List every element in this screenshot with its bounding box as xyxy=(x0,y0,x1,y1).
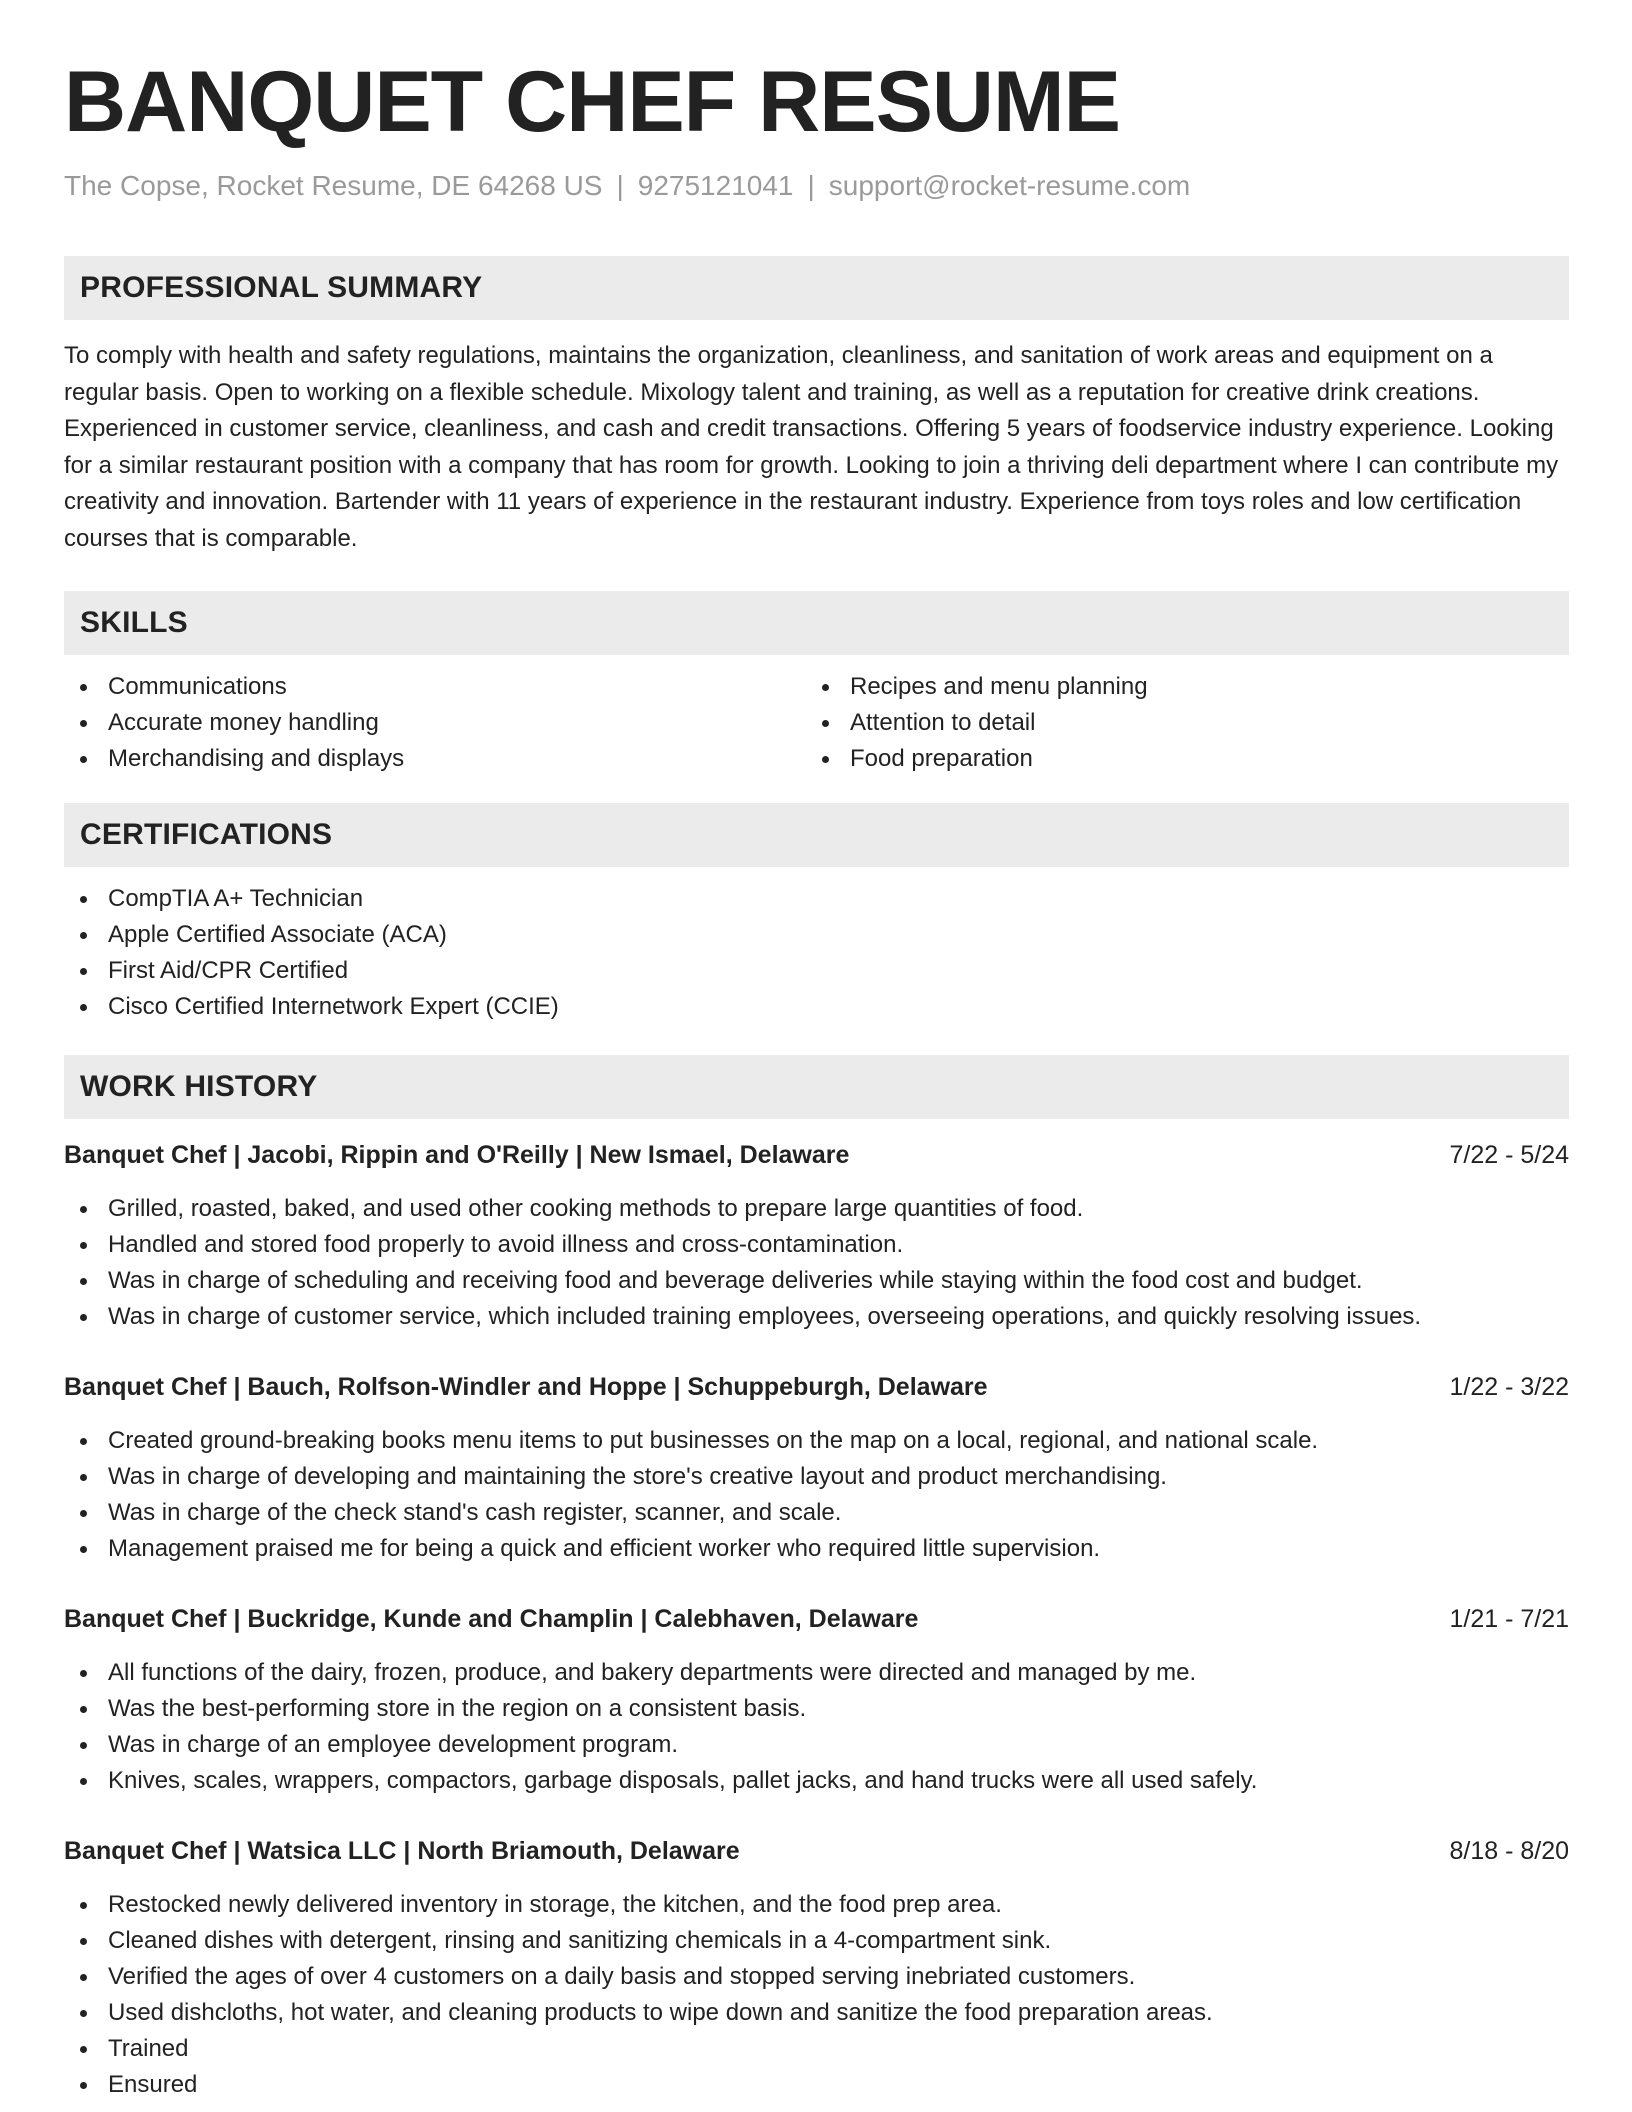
job-dates: 1/22 - 3/22 xyxy=(1449,1373,1569,1401)
job-heading xyxy=(64,1137,1569,1173)
job-bullet: Management praised me for being a quick and efficient worker who required little supervision. xyxy=(64,1531,1569,1567)
job-bullet: Handled and stored food properly to avoid illness and cross-contamination. xyxy=(64,1227,1569,1263)
job-bullet: Created ground-breaking books menu items to put businesses on the map on a local, regional, and national scale. xyxy=(64,1423,1569,1459)
job-bullet: Was the best-performing store in the region on a consistent basis. xyxy=(64,1691,1569,1727)
job-dates: 7/22 - 5/24 xyxy=(1449,1141,1569,1169)
job-bullet: Cleaned dishes with detergent, rinsing and sanitizing chemicals in a 4-compartment sink. xyxy=(64,1923,1569,1959)
certification-item: First Aid/CPR Certified xyxy=(64,953,1569,989)
contact-separator: | xyxy=(616,170,624,201)
certification-item: CompTIA A+ Technician xyxy=(64,881,1569,917)
job-entry xyxy=(64,1137,1569,1335)
job-title: Banquet Chef | Jacobi, Rippin and O'Reilly | New Ismael, Delaware xyxy=(64,1141,850,1169)
job-bullet: Was in charge of developing and maintaining the store's creative layout and product merchandising. xyxy=(64,1459,1569,1495)
certifications-list xyxy=(64,881,1569,1025)
job-dates: 8/18 - 8/20 xyxy=(1449,1837,1569,1865)
contact-line xyxy=(64,168,1569,204)
job-dates: 1/21 - 7/21 xyxy=(1449,1605,1569,1633)
job-bullet: Restocked newly delivered inventory in storage, the kitchen, and the food prep area. xyxy=(64,1887,1569,1923)
skills-grid xyxy=(64,669,1569,777)
job-entry xyxy=(64,1369,1569,1567)
job-title: Banquet Chef | Buckridge, Kunde and Champlin | Calebhaven, Delaware xyxy=(64,1605,919,1633)
job-bullet: Used dishcloths, hot water, and cleaning products to wipe down and sanitize the food preparation areas. xyxy=(64,1995,1569,2031)
skills-column-right xyxy=(806,669,1548,777)
job-bullet: Ensured xyxy=(64,2067,1569,2103)
job-bullets xyxy=(64,1423,1569,1567)
job-bullet: Was in charge of the check stand's cash register, scanner, and scale. xyxy=(64,1495,1569,1531)
contact-address: The Copse, Rocket Resume, DE 64268 US xyxy=(64,170,603,201)
contact-email: support@rocket-resume.com xyxy=(828,170,1191,201)
skill-item: Recipes and menu planning xyxy=(806,669,1548,705)
skills-section-header: SKILLS xyxy=(64,591,1569,655)
job-bullet: Knives, scales, wrappers, compactors, garbage disposals, pallet jacks, and hand trucks were all used safely. xyxy=(64,1763,1569,1799)
skill-item: Attention to detail xyxy=(806,705,1548,741)
skill-item: Communications xyxy=(64,669,806,705)
certification-item: Apple Certified Associate (ACA) xyxy=(64,917,1569,953)
job-bullet: Verified the ages of over 4 customers on a daily basis and stopped serving inebriated customers. xyxy=(64,1959,1569,1995)
job-bullet: All functions of the dairy, frozen, produce, and bakery departments were directed and managed by me. xyxy=(64,1655,1569,1691)
job-bullets xyxy=(64,1191,1569,1335)
job-bullet: Was in charge of customer service, which included training employees, overseeing operations, and quickly resolving issues. xyxy=(64,1299,1569,1335)
job-bullets xyxy=(64,1655,1569,1799)
job-heading xyxy=(64,1601,1569,1637)
job-title: Banquet Chef | Bauch, Rolfson-Windler and Hoppe | Schuppeburgh, Delaware xyxy=(64,1373,988,1401)
job-bullet: Was in charge of scheduling and receiving food and beverage deliveries while staying within the food cost and budget. xyxy=(64,1263,1569,1299)
work-history-section-header: WORK HISTORY xyxy=(64,1055,1569,1119)
job-bullet: Trained xyxy=(64,2031,1569,2067)
resume-title: BANQUET CHEF RESUME xyxy=(64,54,1121,150)
summary-section-header: PROFESSIONAL SUMMARY xyxy=(64,256,1569,320)
certifications-section-header: CERTIFICATIONS xyxy=(64,803,1569,867)
skill-item: Merchandising and displays xyxy=(64,741,806,777)
contact-separator: | xyxy=(807,170,815,201)
contact-phone: 9275121041 xyxy=(637,170,794,201)
job-heading xyxy=(64,1369,1569,1405)
job-heading xyxy=(64,1833,1569,1869)
job-bullet: Was in charge of an employee development program. xyxy=(64,1727,1569,1763)
job-entry xyxy=(64,1833,1569,2103)
skill-item: Accurate money handling xyxy=(64,705,806,741)
job-bullets xyxy=(64,1887,1569,2103)
job-entry xyxy=(64,1601,1569,1799)
summary-text: To comply with health and safety regulations, maintains the organization, cleanliness, and sanitation of work areas and equipment on a regular basis. Open to working on a flexible schedule. Mixology talent and training, as well as a reputation for creative drink creations. Experienced in customer service, cleanliness, and cash and credit transactions. Offering 5 years of foodservice industry experience. Looking for a similar restaurant position with a company that has room for growth. Looking to join a thriving deli department where I can contribute my creativity and innovation. Bartender with 11 years of experience in the restaurant industry. Experience from toys roles and low certification courses that is comparable. xyxy=(64,342,1559,552)
job-bullet: Grilled, roasted, baked, and used other cooking methods to prepare large quantities of food. xyxy=(64,1191,1569,1227)
certification-item: Cisco Certified Internetwork Expert (CCIE) xyxy=(64,989,1569,1025)
skills-column-left xyxy=(64,669,806,777)
job-title: Banquet Chef | Watsica LLC | North Briamouth, Delaware xyxy=(64,1837,740,1865)
skill-item: Food preparation xyxy=(806,741,1548,777)
